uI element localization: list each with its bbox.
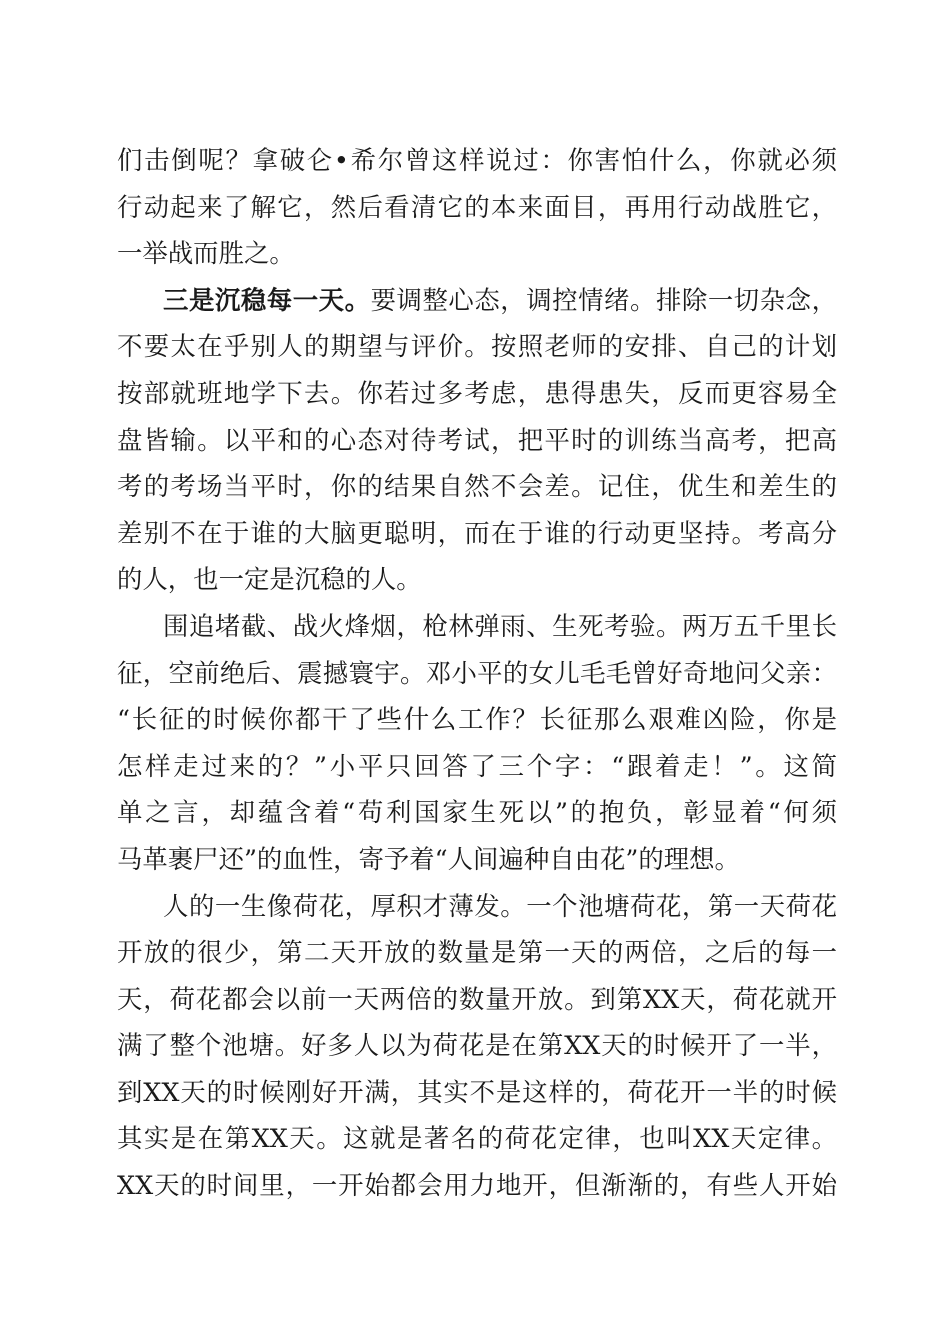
- text-line: 满了整个池塘。好多人以为荷花是在第XX天的时候开了一半，: [117, 1030, 837, 1061]
- text-line: 马革裹尸还”的血性，寄予着“人间遍种自由花”的理想。: [117, 843, 740, 874]
- text-line: 开放的很少，第二天开放的数量是第一天的两倍，之后的每一: [117, 937, 837, 968]
- text-line: 怎样走过来的？”小平只回答了三个字：“跟着走！”。这简: [117, 750, 837, 781]
- text-line: 考的考场当平时，你的结果自然不会差。记住，优生和差生的: [117, 471, 837, 502]
- paragraph-lead-rest: 要调整心态，调控情绪。排除一切杂念，: [370, 284, 838, 315]
- text-line: 单之言，却蕴含着“苟利国家生死以”的抱负，彰显着“何须: [117, 797, 837, 828]
- body-text: [117, 137, 837, 1209]
- paragraph-4: [117, 883, 837, 1209]
- text-line: 盘皆输。以平和的心态对待考试，把平时的训练当高考，把高: [117, 424, 837, 455]
- paragraph-2: [117, 277, 837, 603]
- text-line: 按部就班地学下去。你若过多考虑，患得患失，反而更容易全: [117, 377, 837, 408]
- text-line: 一举战而胜之。: [117, 238, 295, 269]
- text-line: [117, 277, 837, 324]
- text-line: 征，空前绝后、震撼寰宇。邓小平的女儿毛毛曾好奇地问父亲：: [117, 657, 837, 688]
- text-line: XX天的时间里，一开始都会用力地开，但渐渐的，有些人开始: [117, 1170, 837, 1201]
- text-line: 到XX天的时候刚好开满，其实不是这样的，荷花开一半的时候: [117, 1076, 837, 1107]
- text-line: 行动起来了解它，然后看清它的本来面目，再用行动战胜它，: [117, 191, 837, 222]
- text-line: 的人，也一定是沉稳的人。: [117, 564, 422, 595]
- text-line: 天，荷花都会以前一天两倍的数量开放。到第XX天，荷花就开: [117, 983, 837, 1014]
- paragraph-lead-heading: 三是沉稳每一天。: [163, 284, 371, 315]
- text-line: 不要太在乎别人的期望与评价。按照老师的安排、自己的计划: [117, 331, 837, 362]
- text-line: “长征的时候你都干了些什么工作？长征那么艰难凶险，你是: [117, 704, 837, 735]
- text-line: 们击倒呢？拿破仑•希尔曾这样说过：你害怕什么，你就必须: [117, 145, 837, 175]
- paragraph-3: [117, 603, 837, 883]
- text-line: 人的一生像荷花，厚积才薄发。一个池塘荷花，第一天荷花: [163, 890, 837, 921]
- paragraph-1: [117, 137, 837, 277]
- text-line: 差别不在于谁的大脑更聪明，而在于谁的行动更坚持。考高分: [117, 517, 837, 548]
- text-line: 其实是在第XX天。这就是著名的荷花定律，也叫XX天定律。: [117, 1123, 837, 1154]
- text-line: 围追堵截、战火烽烟，枪林弹雨、生死考验。两万五千里长: [163, 610, 837, 641]
